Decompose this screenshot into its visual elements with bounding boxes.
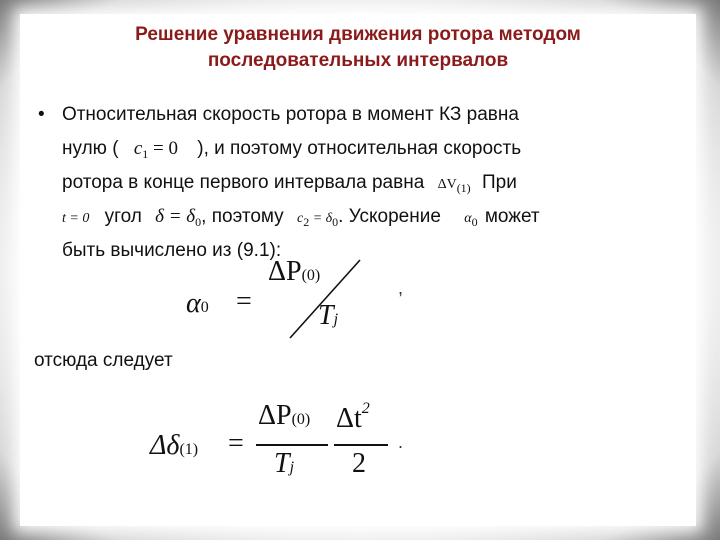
math-delta-eq — [155, 206, 201, 227]
math-c2-rhs-sub: 0 — [332, 215, 339, 229]
eq2-period: . — [398, 432, 404, 452]
math-c2-rhs: = δ — [312, 211, 333, 226]
eq1-num-sub: (0) — [301, 267, 321, 284]
eq2-frac2-bar — [334, 444, 388, 446]
math-c2-sub: 2 — [303, 215, 310, 229]
math-delta: δ = δ — [155, 206, 196, 227]
eq2-num1 — [258, 400, 310, 432]
equation-delta — [150, 400, 410, 490]
eq1-den-sub: j — [333, 311, 339, 328]
eq2-den1-sub: j — [289, 459, 295, 476]
text-p1-g: , поэтому — [201, 206, 284, 227]
slide-title — [20, 22, 696, 74]
eq2-num2-sup: 2 — [361, 400, 370, 417]
eq1-alpha — [186, 288, 209, 320]
eq2-lhs-main: Δδ — [150, 430, 180, 461]
text-p1-c: ), и поэтому относительная скорость — [197, 138, 522, 159]
math-delta-sub: 0 — [195, 215, 202, 229]
equation-alpha — [186, 254, 386, 344]
math-c1-sub: 1 — [142, 147, 149, 161]
math-t0: t = 0 — [62, 211, 90, 226]
math-c1-eq — [134, 138, 178, 159]
math-alpha-inline — [464, 211, 478, 229]
text-p1-a: Относительная скорость ротора в момент КЗ равна — [61, 104, 519, 125]
math-dV — [437, 177, 471, 195]
math-c1: c — [133, 138, 143, 159]
text-p1-h: . Ускорение — [338, 206, 441, 227]
bullet: • — [38, 104, 45, 125]
eq2-equals: = — [228, 428, 244, 459]
eq1-alpha-sub: 0 — [200, 299, 209, 316]
title-line-1: Решение уравнения движения ротора методом — [135, 24, 581, 45]
text-p1-f: угол — [104, 206, 142, 227]
eq2-num2 — [336, 400, 370, 435]
math-c2: c — [296, 211, 304, 226]
text-p1-i: может — [484, 206, 540, 227]
math-alpha-inline-main: α — [464, 211, 472, 226]
title-line-2: последовательных интервалов — [207, 50, 509, 71]
math-c1-rhs: = 0 — [153, 138, 178, 159]
body-line-1 — [38, 98, 519, 132]
eq1-alpha-main: α — [186, 288, 201, 319]
eq2-frac1-bar — [256, 444, 328, 446]
eq2-num1-main: ΔP — [258, 400, 292, 431]
text-p1-b: нулю ( — [62, 138, 119, 159]
eq2-den1 — [274, 448, 294, 480]
eq2-den2: 2 — [352, 448, 366, 479]
text-p1-d: ротора в конце первого интервала равна — [62, 172, 425, 193]
eq2-num1-sub: (0) — [291, 411, 311, 428]
math-dV-sub: (1) — [456, 181, 471, 195]
eq1-equals: = — [236, 286, 252, 317]
eq2-den1-main: T — [274, 448, 290, 479]
text-then: отсюда следует — [34, 350, 173, 371]
eq2-num2-main: Δt — [336, 403, 362, 434]
eq1-comma: , — [398, 278, 404, 298]
math-alpha-inline-sub: 0 — [471, 215, 478, 229]
math-c2-eq — [296, 211, 339, 229]
math-dV-main: ΔV — [437, 177, 457, 192]
eq1-den-main: T — [318, 300, 334, 331]
eq2-lhs — [150, 430, 198, 462]
eq1-denominator — [318, 300, 338, 332]
eq1-num-main: ΔP — [268, 256, 302, 287]
eq2-lhs-sub: (1) — [179, 441, 199, 458]
slide — [20, 14, 696, 526]
text-p1-j: быть вычислено из (9.1): — [62, 240, 282, 261]
text-p1-e: При — [481, 172, 517, 193]
